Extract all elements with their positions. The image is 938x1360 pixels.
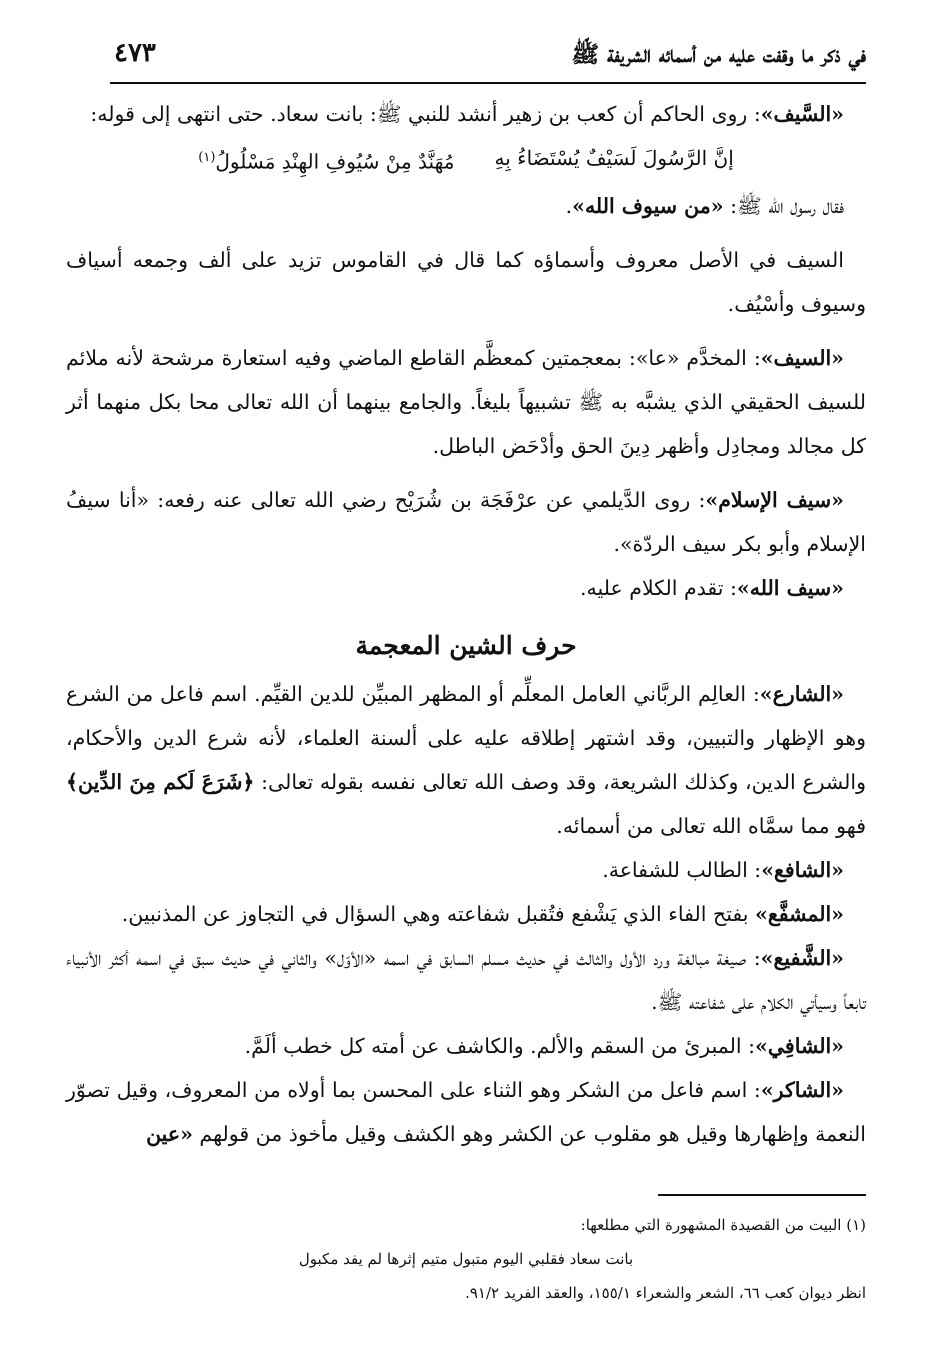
verse-hemistich-text: مُهَنَّدٌ مِنْ سُيُوفِ الهِنْدِ مَسْلُولُ xyxy=(215,149,455,174)
term: «سيف الإسلام» xyxy=(705,487,844,512)
paragraph-text: : روى الدَّيلمي عن عرْفَجَة بن شُرَيْح رضي الله تعالى عنه رفعه: «أنا سيفُ الإسلام وأبو بكر سيف الردّة». xyxy=(66,487,866,556)
term-continued: «عين xyxy=(146,1121,193,1146)
term: «الشاكر» xyxy=(760,1077,844,1102)
paragraph-text: فقال رسول الله ﷺ: xyxy=(723,193,844,218)
paragraph-sword-meaning xyxy=(66,238,866,326)
term: «السَّيف» xyxy=(760,102,844,126)
paragraph-text: : الطالب للشفاعة. xyxy=(602,857,762,882)
quran-quote: ﴿شَرَعَ لَكم مِنَ الدِّين﴾ xyxy=(66,769,255,794)
paragraph-alshafi xyxy=(66,1024,866,1068)
footnote-verse: بانت سعاد فقلبي اليوم متبول متيم إثرها لم يفد مكبول xyxy=(298,1250,634,1268)
running-title: في ذكر ما وقفت عليه من أسمائه الشريفة ﷺ xyxy=(571,41,866,68)
term: «المشفَّع» xyxy=(755,901,844,926)
footnote-divider xyxy=(658,1194,866,1196)
paragraph-text: بفتح الفاء الذي يَشْفع فتُقبل شفاعته وهي السؤال في التجاوز عن المذنبين. xyxy=(121,901,755,926)
paragraph-text: فهو مما سمَّاه الله تعالى من أسمائه. xyxy=(556,813,866,838)
paragraph-sayf-islam xyxy=(66,478,866,566)
poetry-verse xyxy=(66,136,866,184)
paragraph-sayf-allah xyxy=(66,566,866,610)
term: «من سيوف الله» xyxy=(572,193,724,218)
paragraph-alshakir xyxy=(66,1068,866,1156)
paragraph-sayf-mukhaddam xyxy=(66,336,866,468)
page-number: ٤٧٣ xyxy=(114,38,156,68)
paragraph-prophet-saying xyxy=(66,184,866,228)
term: «الشافع» xyxy=(761,857,844,882)
paragraph-alsayf xyxy=(66,92,866,136)
paragraph-text: : العالِم الربَّاني العامل المعلِّم أو المظهر المبيِّن للدين القيِّم. اسم فاعل من الشرع وهو الإظهار والتبيين، وقد اشتهر إطلاقه عليه على ألسنة العلماء، لأنه شرع الدين والأحكام، والشرع الدين، وكذلك الشريعة، وقد وصف الله تعالى نفسه بقوله تعالى: xyxy=(66,681,867,794)
running-header xyxy=(110,30,866,84)
term: «الشَّفيع» xyxy=(760,945,844,970)
paragraph-almushaffa xyxy=(66,892,866,936)
term: «الشافِي» xyxy=(755,1033,844,1058)
paragraph-alshafie xyxy=(66,848,866,892)
verse-hemistich-second xyxy=(198,136,454,184)
main-text xyxy=(66,92,866,1156)
paragraph-text: : صيغة مبالغة ورد الأول والثالث في حديث مسلم السابق في اسمه «الأوّل» والثاني في حديث سبق في اسمه أكثر الأنبياء تابعاً وسيأتي الكلام على شفاعته ﷺ. xyxy=(66,945,866,1014)
paragraph-alsharie xyxy=(66,672,866,848)
paragraph-text: : المبرئ من السقم والألم. والكاشف عن أمته كل خطب ألَمَّ. xyxy=(244,1033,755,1058)
footnotes xyxy=(66,1208,866,1310)
section-heading: حرف الشين المعجمة xyxy=(355,630,577,660)
footnote-marker: (١) xyxy=(198,150,216,165)
footnote-sources: انظر ديوان كعب ٦٦، الشعر والشعراء ١٥٥/١، والعقد الفريد ٩١/٢. xyxy=(465,1284,866,1302)
term: «سيف الله» xyxy=(736,575,844,600)
paragraph-text: : روى الحاكم أن كعب بن زهير أنشد للنبي ﷺ: بانت سعاد. حتى انتهى إلى قوله: xyxy=(90,102,761,126)
footnote-line: (١) البيت من القصيدة المشهورة التي مطلعها: xyxy=(580,1216,866,1234)
verse-hemistich-first: إنَّ الرَّسُولَ لَسَيْفٌ يُسْتَضَاءُ بِهِ xyxy=(494,146,734,170)
paragraph-text: : المخدَّم «عا»: بمعجمتين كمعظَّم القاطع الماضي وفيه استعارة مرشحة لأنه ملائم للسيف الحقيقي الذي يشبَّه به ﷺ تشبيهاً بليغاً. والجامع بينهما أن الله تعالى محا بكل منهما أثر كل مجالد ومجادِل وأظهر دِينَ الحق وأدْحَض الباطل. xyxy=(66,345,866,458)
paragraph-text: : تقدم الكلام عليه. xyxy=(580,575,737,600)
term: «الشارع» xyxy=(759,681,844,706)
paragraph-alshafee xyxy=(66,936,866,1024)
paragraph-text: . xyxy=(565,193,573,218)
paragraph-text: السيف في الأصل معروف وأسماؤه كما قال في القاموس تزيد على ألف وجمعه أسياف وسيوف وأسْيُف. xyxy=(66,247,866,316)
term: «السيف» xyxy=(760,345,844,370)
paragraph-text: : اسم فاعل من الشكر وهو الثناء على المحسن بما أولاه من المعروف، وقيل تصوّر النعمة وإظهارها وقيل هو مقلوب عن الكشر وهو الكشف وقيل مأخوذ من قولهم xyxy=(66,1077,866,1146)
